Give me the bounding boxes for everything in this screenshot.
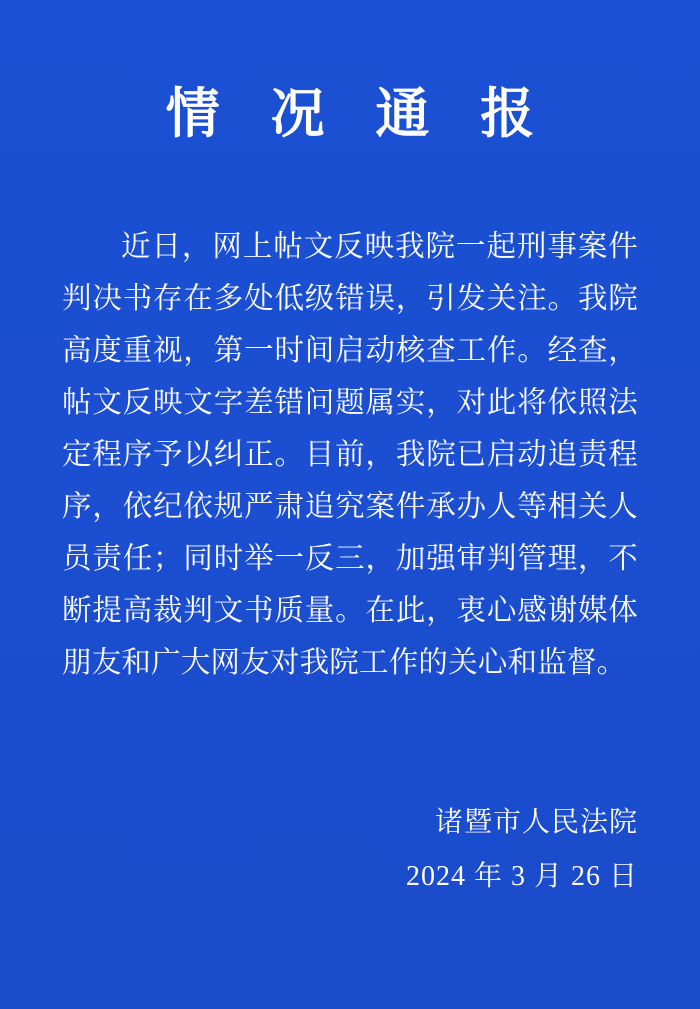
signature-organization: 诸暨市人民法院 — [434, 807, 638, 838]
signature-date: 2024 年 3 月 26 日 — [405, 861, 638, 892]
signature-block — [406, 799, 638, 901]
announcement-body: 近日，网上帖文反映我院一起刑事案件判决书存在多处低级错误，引发关注。我院高度重视，第一时间启动核查工作。经查，帖文反映文字差错问题属实，对此将依照法定程序予以纠正。目前，我院已启动追责程序，依纪依规严肃追究案件承办人等相关人员责任；同时举一反三，加强审判管理，不断提高裁判文书质量。在此，衷心感谢媒体朋友和广大网友对我院工作的关心和监督。 — [62, 231, 638, 680]
page-title: 情 况 通 报 — [165, 81, 551, 145]
